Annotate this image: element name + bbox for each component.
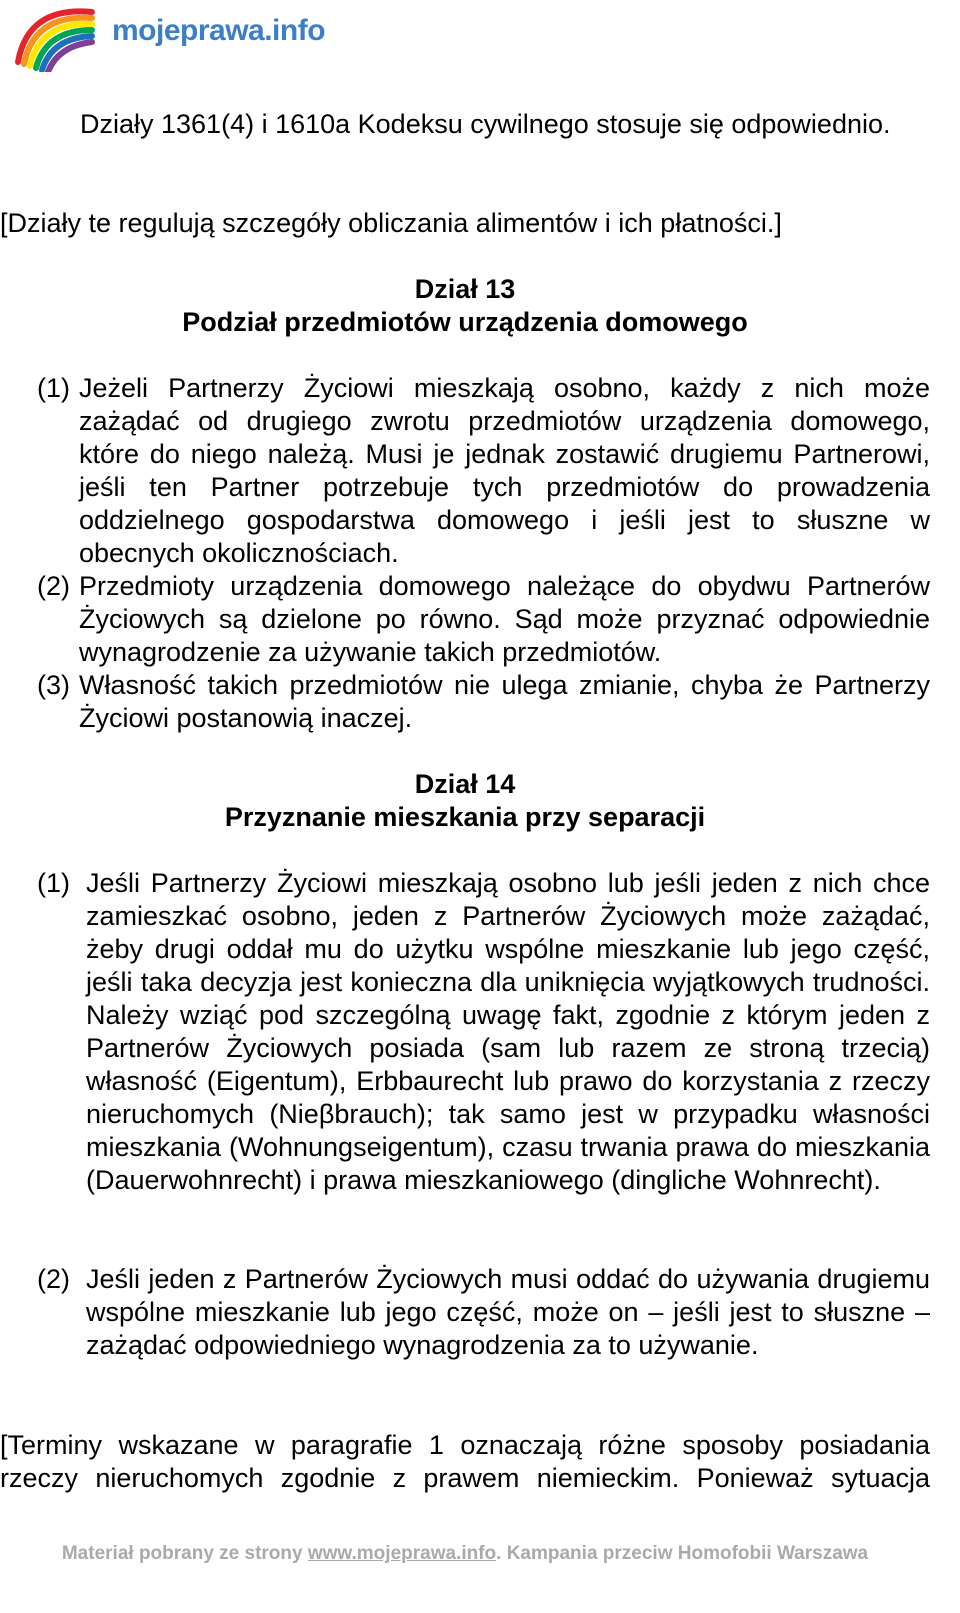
list-item <box>37 372 930 570</box>
logo-text: mojeprawa.info <box>112 14 326 47</box>
item-text: Jeśli Partnerzy Życiowi mieszkają osobno lub jeśli jeden z nich chce zamieszkać osobno, jeden z Partnerów Życiowych może zażądać, żeby drugi oddał mu do użytku wspólne mieszkanie lub jego część, jeśli taka decyzja jest konieczna dla uniknięcia wyjątkowych trudności. Należy wziąć pod szczególną uwagę fakt, zgodnie z którym jeden z Partnerów Życiowych posiada (sam lub razem ze stroną trzecią) własność (Eigentum), Erbbaurecht lub prawo do korzystania z rzeczy nieruchomych (Nieβbrauch); tak samo jest w przypadku własności mieszkania (Wohnungseigentum), czasu trwania prawa do mieszkania (Dauerwohnrecht) i prawa mieszkaniowego (dingliche Wohnrecht). <box>86 868 930 1195</box>
intro-note: [Działy te regulują szczegóły obliczania alimentów i ich płatności.] <box>0 208 782 238</box>
item-number: (2) <box>37 571 70 601</box>
list-item <box>37 570 930 669</box>
section-13-title: Dział 13 <box>414 274 516 304</box>
section-13-subtitle: Podział przedmiotów urządzenia domowego <box>182 307 748 337</box>
item-text: Jeżeli Partnerzy Życiowi mieszkają osobno, każdy z nich może zażądać od drugiego zwrotu przedmiotów urządzenia domowego, które do niego należą. Musi je jednak zostawić drugiemu Partnerowi, jeśli ten Partner potrzebuje tych przedmiotów do prowadzenia oddzielnego gospodarstwa domowego i jeśli jest to słuszne w obecnych okolicznościach. <box>79 373 930 568</box>
item-number: (1) <box>37 868 70 898</box>
item-number: (3) <box>37 670 70 700</box>
closing-paragraph: [Terminy wskazane w paragrafie 1 oznaczają różne sposoby posiadania rzeczy nieruchomych zgodnie z prawem niemieckim. Ponieważ sytuacja <box>0 1430 930 1493</box>
section-14-title: Dział 14 <box>414 769 516 799</box>
rainbow-icon <box>10 0 106 72</box>
section-14-subtitle: Przyznanie mieszkania przy separacji <box>224 802 706 832</box>
item-number: (2) <box>37 1264 70 1294</box>
intro-paragraph: Działy 1361(4) i 1610a Kodeksu cywilnego stosuje się odpowiednio. <box>80 109 891 139</box>
item-number: (1) <box>37 373 70 403</box>
list-item <box>37 669 930 735</box>
site-logo[interactable] <box>10 0 326 72</box>
page-footer <box>0 1543 930 1565</box>
footer-suffix: . Kampania przeciw Homofobii Warszawa <box>496 1543 869 1564</box>
item-text: Przedmioty urządzenia domowego należące do obydwu Partnerów Życiowych są dzielone po równo. Sąd może przyznać odpowiednie wynagrodzenie za używanie takich przedmiotów. <box>79 571 930 667</box>
item-text: Jeśli jeden z Partnerów Życiowych musi oddać do używania drugiemu wspólne mieszkanie lub jego część, może on – jeśli jest to słuszne – zażądać odpowiedniego wynagrodzenia za to używanie. <box>86 1264 930 1360</box>
footer-prefix: Materiał pobrany ze strony <box>61 1543 308 1564</box>
list-item <box>37 1263 930 1395</box>
list-item <box>37 867 930 1263</box>
item-text: Własność takich przedmiotów nie ulega zmianie, chyba że Partnerzy Życiowi postanowią inaczej. <box>79 670 930 733</box>
footer-link[interactable]: www.mojeprawa.info <box>307 1543 497 1564</box>
